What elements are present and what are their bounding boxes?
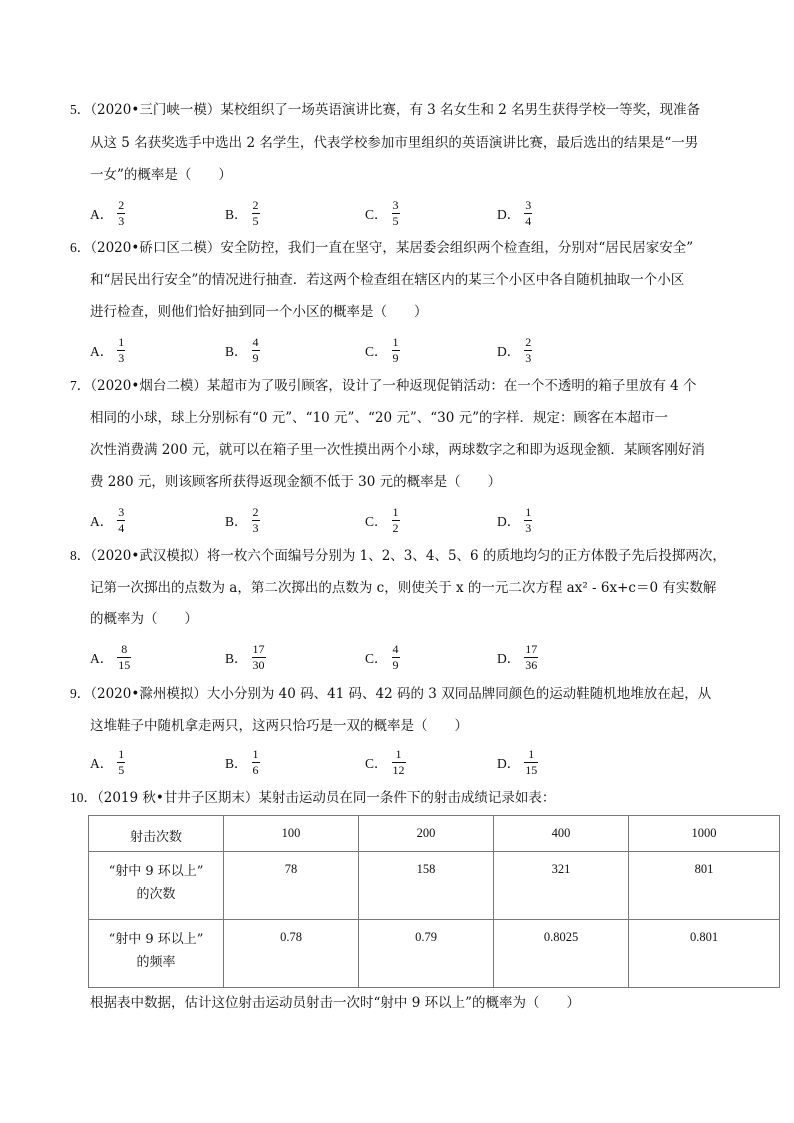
table-cell: 78 bbox=[224, 852, 359, 920]
fraction: $\frac{1}{3}$ bbox=[118, 334, 125, 365]
table-row bbox=[89, 920, 780, 988]
q5-option-c[interactable]: C． $\frac{3}{5}$ bbox=[365, 197, 399, 228]
fraction: $\frac{4}{9}$ bbox=[392, 641, 399, 672]
table-cell: 158 bbox=[359, 852, 494, 920]
table-row bbox=[89, 816, 780, 852]
q7-line-4: 费 280 元，则该顾客所获得返现金额不低于 30 元的概率是（ ） bbox=[90, 474, 502, 490]
q8-number: 8． bbox=[70, 548, 91, 563]
q6-option-d[interactable]: D． $\frac{2}{3}$ bbox=[497, 334, 532, 365]
table-cell: 0.8025 bbox=[494, 920, 629, 988]
q7-option-b[interactable]: B． $\frac{2}{3}$ bbox=[225, 504, 259, 535]
q6-option-a[interactable]: A． $\frac{1}{3}$ bbox=[90, 334, 125, 365]
q8-option-a[interactable]: A． $\frac{8}{15}$ bbox=[90, 641, 131, 672]
fraction: $\frac{1}{5}$ bbox=[118, 746, 125, 777]
fraction: $\frac{3}{5}$ bbox=[392, 197, 399, 228]
fraction: $\frac{17}{36}$ bbox=[525, 641, 538, 672]
table-cell: 400 bbox=[494, 816, 629, 852]
q8-option-c[interactable]: C． $\frac{4}{9}$ bbox=[365, 641, 399, 672]
q9-option-c[interactable]: C． $\frac{1}{12}$ bbox=[365, 746, 405, 777]
fraction: $\frac{2}{3}$ bbox=[252, 504, 259, 535]
q9-line-1: 9．（2020•滁州模拟）大小分别为 40 码、41 码、42 码的 3 双同品牌同颜色的运动鞋随机地堆放在起，从 bbox=[70, 686, 712, 702]
q6-option-b[interactable]: B． $\frac{4}{9}$ bbox=[225, 334, 259, 365]
q5-number: 5． bbox=[70, 102, 91, 117]
q5-line-2: 从这 5 名获奖选手中选出 2 名学生，代表学校参加市里组织的英语演讲比赛，最后选出的结果是“一男 bbox=[90, 135, 699, 151]
table-row bbox=[89, 852, 780, 920]
q9-line-2: 这堆鞋子中随机拿走两只，这两只恰巧是一双的概率是（ ） bbox=[90, 718, 468, 734]
q5-line-3: 一女”的概率是（ ） bbox=[90, 167, 232, 183]
fraction: $\frac{17}{30}$ bbox=[252, 641, 265, 672]
q9-option-b[interactable]: B． $\frac{1}{6}$ bbox=[225, 746, 259, 777]
fraction: $\frac{1}{6}$ bbox=[252, 746, 259, 777]
q10-number: 10． bbox=[70, 790, 97, 805]
q8-line-1: 8．（2020•武汉模拟）将一枚六个面编号分别为 1、2、3、4、5、6 的质地均匀的正方体骰子先后投掷两次， bbox=[70, 548, 726, 564]
fraction: $\frac{2}{5}$ bbox=[252, 197, 259, 228]
q7-number: 7． bbox=[70, 378, 91, 393]
fraction: $\frac{2}{3}$ bbox=[118, 197, 125, 228]
table-cell: 0.78 bbox=[224, 920, 359, 988]
q9-option-a[interactable]: A． $\frac{1}{5}$ bbox=[90, 746, 125, 777]
table-cell: 321 bbox=[494, 852, 629, 920]
fraction: $\frac{1}{12}$ bbox=[392, 746, 405, 777]
q6-option-c[interactable]: C． $\frac{1}{9}$ bbox=[365, 334, 399, 365]
q5-option-d[interactable]: D． $\frac{3}{4}$ bbox=[497, 197, 532, 228]
q5-option-b[interactable]: B． $\frac{2}{5}$ bbox=[225, 197, 259, 228]
fraction: $\frac{1}{3}$ bbox=[525, 504, 532, 535]
table-cell: 0.79 bbox=[359, 920, 494, 988]
fraction: $\frac{2}{3}$ bbox=[525, 334, 532, 365]
q7-option-a[interactable]: A． $\frac{3}{4}$ bbox=[90, 504, 125, 535]
table-cell: 200 bbox=[359, 816, 494, 852]
q8-line-2: 记第一次掷出的点数为 a，第二次掷出的点数为 c，则使关于 x 的一元二次方程 ax² - 6x+c＝0 有实数解 bbox=[90, 580, 717, 596]
q9-number: 9． bbox=[70, 686, 91, 701]
fraction: $\frac{8}{15}$ bbox=[118, 641, 131, 672]
q7-line-1: 7．（2020•烟台二模）某超市为了吸引顾客，设计了一种返现促销活动：在一个不透明的箱子里放有 4 个 bbox=[70, 378, 697, 394]
fraction: $\frac{1}{15}$ bbox=[525, 746, 538, 777]
table-cell: 1000 bbox=[629, 816, 780, 852]
q9-option-d[interactable]: D． $\frac{1}{15}$ bbox=[497, 746, 538, 777]
table-cell: 0.801 bbox=[629, 920, 780, 988]
q6-number: 6． bbox=[70, 240, 91, 255]
fraction: $\frac{4}{9}$ bbox=[252, 334, 259, 365]
score-table bbox=[88, 815, 780, 988]
q8-option-b[interactable]: B． $\frac{17}{30}$ bbox=[225, 641, 265, 672]
fraction: $\frac{3}{4}$ bbox=[525, 197, 532, 228]
q7-line-3: 次性消费满 200 元，就可以在箱子里一次性摸出两个小球，两球数字之和即为返现金额．某顾客刚好消 bbox=[90, 442, 705, 458]
q6-line-2: 和“居民出行安全”的情况进行抽查．若这两个检查组在辖区内的某三个小区中各自随机抽取一个小区 bbox=[90, 272, 685, 288]
q10-question-text: 根据表中数据，估计这位射击运动员射击一次时“射中 9 环以上”的概率为（ ） bbox=[90, 995, 580, 1011]
fraction: $\frac{3}{4}$ bbox=[118, 504, 125, 535]
q7-line-2: 相同的小球，球上分别标有“0 元”、“10 元”、“20 元”、“30 元”的字样．规定：顾客在本超市一 bbox=[90, 410, 669, 426]
fraction: $\frac{1}{2}$ bbox=[392, 504, 399, 535]
q6-line-1: 6．（2020•硚口区二模）安全防控，我们一直在坚守，某居委会组织两个检查组，分别对“居民居家安全” bbox=[70, 240, 694, 256]
table-cell: 801 bbox=[629, 852, 780, 920]
q8-option-d[interactable]: D． $\frac{17}{36}$ bbox=[497, 641, 538, 672]
table-cell: 射击次数 bbox=[89, 816, 224, 852]
table-cell: 100 bbox=[224, 816, 359, 852]
q7-option-c[interactable]: C． $\frac{1}{2}$ bbox=[365, 504, 399, 535]
table-cell: “射中 9 环以上” 的次数 bbox=[89, 852, 224, 920]
q5-line-1: 5．（2020•三门峡一模）某校组织了一场英语演讲比赛，有 3 名女生和 2 名男生获得学校一等奖，现准备 bbox=[70, 102, 701, 118]
q6-line-3: 进行检查，则他们恰好抽到同一个小区的概率是（ ） bbox=[90, 304, 428, 320]
q7-option-d[interactable]: D． $\frac{1}{3}$ bbox=[497, 504, 532, 535]
table-cell: “射中 9 环以上” 的频率 bbox=[89, 920, 224, 988]
q8-line-3: 的概率为（ ） bbox=[90, 611, 198, 627]
fraction: $\frac{1}{9}$ bbox=[392, 334, 399, 365]
q5-option-a[interactable]: A． $\frac{2}{3}$ bbox=[90, 197, 125, 228]
q10-line-1: 10．（2019 秋•甘井子区期末）某射击运动员在同一条件下的射击成绩记录如表： bbox=[70, 790, 556, 806]
